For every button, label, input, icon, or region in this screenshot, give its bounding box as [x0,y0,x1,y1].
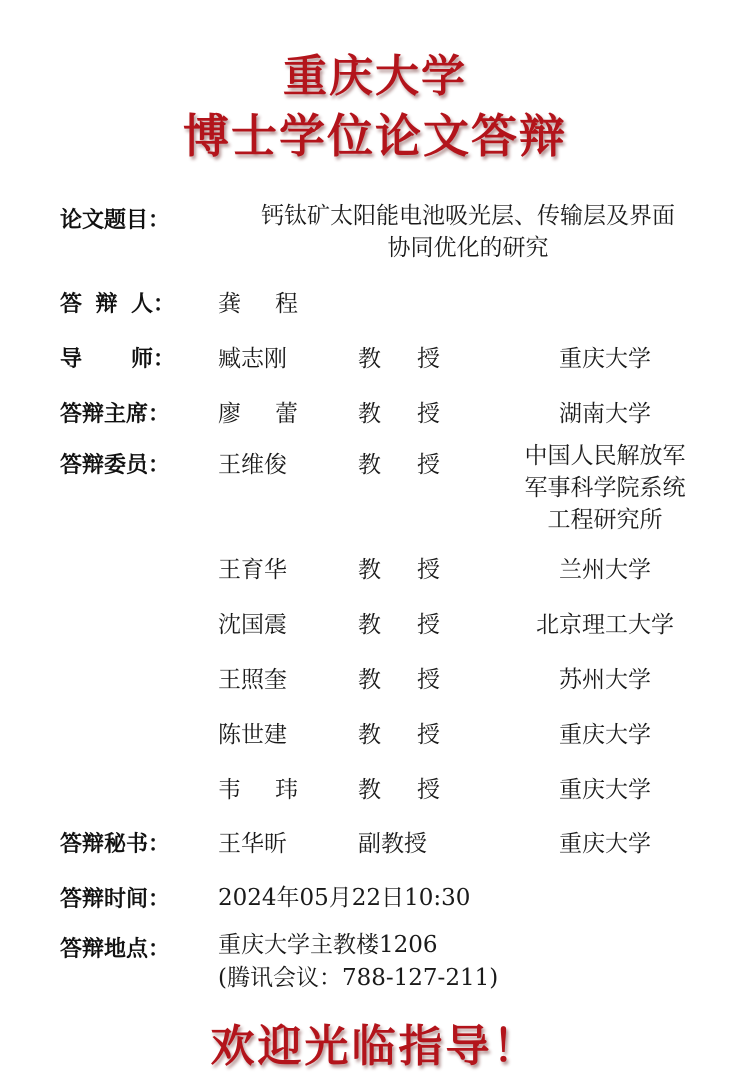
committee-member-institution: 兰州大学 [559,557,651,583]
supervisor-label: 导 师： [60,347,175,372]
location-label: 答辩地点： [60,937,171,962]
committee-member-name: 沈国震 [218,612,287,638]
committee-member-title: 教 授 [358,777,440,803]
chair-institution: 湖南大学 [559,401,651,427]
secretary-title: 副教授 [358,831,427,857]
committee-member-name: 王维俊 [218,452,287,478]
supervisor-name: 臧志刚 [218,346,287,372]
chair-title: 教 授 [358,401,440,427]
thesis-title [218,200,718,264]
committee-member-name: 王育华 [218,557,287,583]
chair-label: 答辩主席： [60,402,171,427]
thesis-title-line2: 协同优化的研究 [387,235,549,261]
time-label: 答辩时间： [60,887,171,912]
thesis-label: 论文题目： [60,208,171,233]
committee-member-title: 教 授 [358,667,440,693]
candidate-name: 龚 程 [218,291,298,317]
committee-member-title: 教 授 [358,612,440,638]
location-line1: 重庆大学主教楼1206 [218,932,438,958]
location-line2: (腾讯会议：788-127-211) [218,965,499,991]
committee-label: 答辩委员： [60,453,171,478]
secretary-name: 王华昕 [218,831,287,857]
committee-member-name: 王照奎 [218,667,287,693]
secretary-institution: 重庆大学 [559,831,651,857]
secretary-label: 答辩秘书： [60,832,171,857]
thesis-title-line1: 钙钛矿太阳能电池吸光层、传输层及界面 [261,203,675,229]
supervisor-title: 教 授 [358,346,440,372]
supervisor-institution: 重庆大学 [559,346,651,372]
committee-member-title: 教 授 [358,557,440,583]
committee-member-title: 教 授 [358,722,440,748]
event-title: 博士学位论文答辩 [183,109,567,163]
committee-member-institution: 中国人民解放军 军事科学院系统 工程研究所 [524,443,686,533]
committee-member-institution: 重庆大学 [559,722,651,748]
candidate-label: 答 辩 人： [60,292,175,317]
committee-member-institution: 北京理工大学 [536,612,674,638]
welcome-text: 欢迎光临指导！ [210,1021,540,1072]
committee-member-name: 韦 玮 [218,777,298,803]
committee-member-institution: 苏州大学 [559,667,651,693]
committee-member-title: 教 授 [358,452,440,478]
committee-member-institution: 重庆大学 [559,777,651,803]
university-title: 重庆大学 [283,51,467,102]
chair-name: 廖 蕾 [218,401,298,427]
defense-location [218,929,498,995]
committee-member-name: 陈世建 [218,722,287,748]
defense-time: 2024年05月22日10:30 [218,885,471,911]
